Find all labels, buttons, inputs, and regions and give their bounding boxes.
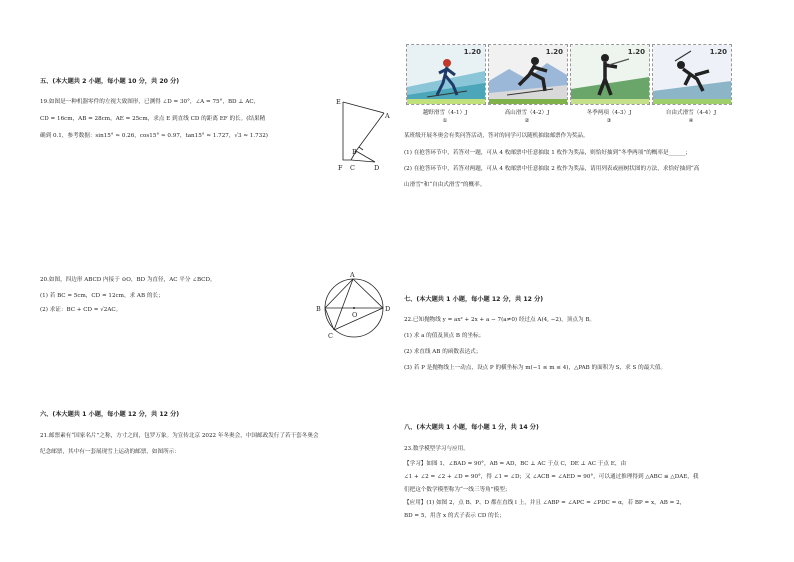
stamp-3-value: 1.20 — [627, 48, 645, 56]
q23-line-4: 们把这个数学模型称为“一线三等角”模型； — [404, 487, 511, 493]
stamp-4-number: ④ — [688, 118, 694, 124]
q19-line-2: CD = 16cm，AB = 28cm，AE = 25cm，求点 E 到直线 CD 的距离 EF 的长。(结果精 — [40, 116, 266, 122]
fig20-label-C: C — [328, 332, 333, 340]
q22-line-2: (1) 求 a 的值及顶点 B 的坐标； — [404, 333, 485, 339]
section-6-header: 六、(本大题共 1 小题，每小题 12 分，共 12 分) — [40, 411, 180, 418]
q19-line-1: 19.如图是一种机器零件的左视大致图形，已测得 ∠D = 30°，∠A = 75°，BD ⊥ AC， — [40, 99, 260, 105]
stamp-2-value: 1.20 — [545, 48, 563, 56]
q21-line-1: 21.邮票素有“国家名片”之称，方寸之间，包罗万象。为宣传北京 2022 年冬奥会，中国邮政发行了若干套冬奥会 — [40, 433, 319, 439]
q23-line-5: 【应用】(1) 如图 2，点 B、P、D 都在直线 l 上，并且 ∠ABP = ∠APC = ∠PDC = α，若 BP = x，AB = 2， — [404, 500, 686, 506]
fig20-label-A: A — [350, 271, 355, 279]
q23-line-6: BD = 5，用含 x 的式子表示 CD 的长； — [404, 513, 505, 519]
fig20-label-O: O — [352, 311, 358, 319]
section-7-header: 七、(本大题共 1 小题，每小题 12 分，共 12 分) — [404, 296, 544, 303]
fig19-label-F: F — [338, 164, 343, 172]
q22-line-1: 22.已知抛物线 y = ax² + 2x + a − 7(a≠0) 经过点 A(4, −2)，顶点为 B。 — [404, 317, 596, 323]
q22-line-3: (2) 求直线 AB 的函数表达式； — [404, 349, 482, 355]
fig19-label-A: A — [385, 112, 390, 120]
stamp-1-number: ① — [442, 118, 448, 124]
stamp-2 — [488, 44, 568, 105]
stamp-3-number: ③ — [606, 118, 612, 124]
section-5-header: 五、(本大题共 2 小题，每小题 10 分，共 20 分) — [40, 78, 180, 85]
q20-line-2: (1) 若 BC = 5cm，CD = 12cm，求 AB 的长； — [40, 293, 164, 299]
figure-19 — [330, 92, 392, 174]
figure-20 — [310, 270, 394, 344]
fig19-label-B: B — [352, 148, 357, 156]
stamp-4-caption: 自由式滑雪（4-4）J — [665, 110, 717, 116]
q21-cont-line-2: (1) 在抢答环节中，若答对一题，可从 4 枚邮票中任意抽取 1 枚作为奖品，则恰好抽到“冬季两项”的概率是______； — [404, 150, 691, 156]
q23-line-2: 【学习】如图 1，∠BAD = 90°，AB = AD，BC ⊥ AC 于点 C，DE ⊥ AC 于点 E，由 — [404, 461, 627, 467]
fig20-label-D: D — [385, 305, 391, 313]
stamp-4-value: 1.20 — [709, 48, 727, 56]
stamp-1-value: 1.20 — [463, 48, 481, 56]
stamp-3-caption: 冬季两项（4-3）J — [586, 110, 632, 116]
q21-cont-line-1: 某班级开展冬奥会有奖问答活动，答对的同学可以随机抽取邮票作为奖品。 — [404, 133, 589, 139]
fig19-label-C: C — [350, 164, 355, 172]
q19-line-3: 确到 0.1，参考数据：sin15° ≈ 0.26，cos15° ≈ 0.97，tan15° ≈ 1.727，√3 ≈ 1.732) — [40, 133, 268, 139]
q21-cont-line-4: 山滑雪”和“自由式滑雪”的概率。 — [404, 182, 486, 188]
q20-line-1: 20.如图，四边形 ABCD 内接于 ⊙O，BD 为直径，AC 平分 ∠BCD。 — [40, 277, 216, 283]
stamp-1 — [406, 44, 486, 105]
q23-line-3: ∠1 + ∠2 = ∠2 + ∠D = 90°，得 ∠1 = ∠D；又 ∠ACB = ∠AED = 90°，可以通过推理得到 △ABC ≌ △DAE，我 — [404, 474, 699, 480]
fig19-label-E: E — [336, 98, 341, 106]
fig19-label-D: D — [374, 164, 380, 172]
stamp-2-caption: 高山滑雪（4-2）J — [504, 110, 550, 116]
q21-line-2: 纪念邮票，其中有一套展现雪上运动的邮票，如图所示： — [40, 449, 180, 455]
section-8-header: 八、(本大题共 1 小题，每小题 1 分，共 14 分) — [404, 424, 539, 431]
stamp-4 — [652, 44, 732, 105]
stamp-2-number: ② — [524, 118, 530, 124]
q20-line-3: (2) 求证：BC + CD = √2AC。 — [40, 307, 122, 313]
stamp-1-caption: 越野滑雪（4-1）J — [422, 110, 468, 116]
q21-cont-line-3: (2) 在抢答环节中，若答对两题，可从 4 枚邮票中任意抽取 2 枚作为奖品，请用列表或画树状图的方法，求恰好抽到“高 — [404, 166, 700, 172]
q23-line-1: 23.数学模型学习与应用。 — [404, 446, 469, 452]
q22-line-4: (3) 若 P 是抛物线上一动点，设点 P 的横坐标为 m(−1 ≤ m ≤ 4)，△PAB 的面积为 S，求 S 的最大值。 — [404, 365, 667, 371]
fig20-label-B: B — [316, 305, 321, 313]
stamp-3 — [570, 44, 650, 105]
